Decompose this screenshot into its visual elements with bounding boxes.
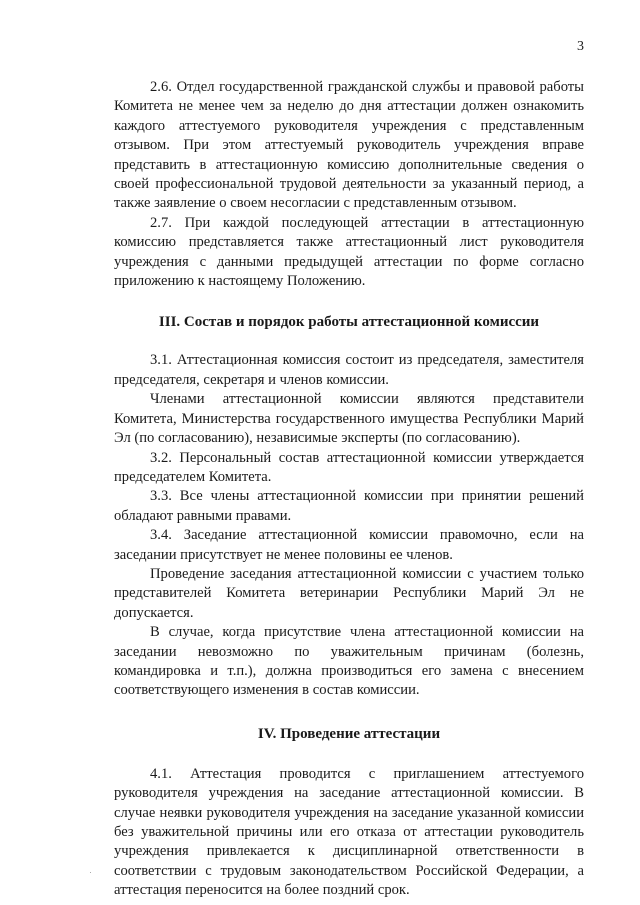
- document-body: [114, 78, 584, 901]
- paragraph-2-6: 2.6. Отдел государственной гражданской службы и правовой работы Комитета не менее чем за неделю до дня аттестации должен ознакомить каждого аттестуемого руководителя учреждения с представленным отзывом. При этом аттестуемый руководитель учреждения вправе представить в аттестационную комиссию дополнительные сведения о своей профессиональной трудовой деятельности за указанный период, а также заявление о своем несогласии с представленным отзывом.: [114, 79, 584, 212]
- paragraph-2-7: 2.7. При каждой последующей аттестации в аттестационную комиссию представляется также аттестационный лист руководителя учреждения с данными предыдущей аттестации по форме согласно приложению к настоящему Положению.: [114, 214, 584, 290]
- paragraph-3-2: 3.2. Персональный состав аттестационной комиссии утверждается председателем Комитета.: [114, 449, 584, 485]
- page-number: 3: [577, 39, 584, 54]
- paragraph-3-4-replacement: В случае, когда присутствие члена аттестационной комиссии на заседании невозможно по уважительным причинам (болезнь, командировка и т.п.), должна производиться его замена с внесением соответствующего изменения в состав комиссии.: [114, 624, 584, 699]
- paragraph-3-4: 3.4. Заседание аттестационной комиссии правомочно, если на заседании присутствует не менее половины ее членов.: [114, 527, 584, 563]
- paragraph-3-4-committee-only: Проведение заседания аттестационной комиссии с участием только представителей Комитета ветеринарии Республики Марий Эл не допускается.: [114, 565, 584, 621]
- paragraph-3-1: 3.1. Аттестационная комиссия состоит из председателя, заместителя председателя, секретаря и членов комиссии.: [114, 352, 584, 388]
- paragraph-3-1-members: Членами аттестационной комиссии являются представители Комитета, Министерства государственного имущества Республики Марий Эл (по согласованию), независимые эксперты (по согласованию).: [114, 391, 584, 447]
- paragraph-4-1: 4.1. Аттестация проводится с приглашением аттестуемого руководителя учреждения на заседание аттестационной комиссии. В случае неявки руководителя учреждения на заседание указанной комиссии без уважительной причины или его отказа от аттестации руководитель учреждения привлекается к дисциплинарной ответственности в соответствии с трудовым законодательством Российской Федерации, а аттестация переносится на более поздний срок.: [114, 765, 584, 899]
- section-3-heading: III. Состав и порядок работы аттестационной комиссии: [158, 314, 540, 331]
- paragraph-3-3: 3.3. Все члены аттестационной комиссии при принятии решений обладают равными правами.: [114, 488, 584, 524]
- section-4-heading: IV. Проведение аттестации: [257, 725, 441, 742]
- scan-speck: [90, 872, 91, 873]
